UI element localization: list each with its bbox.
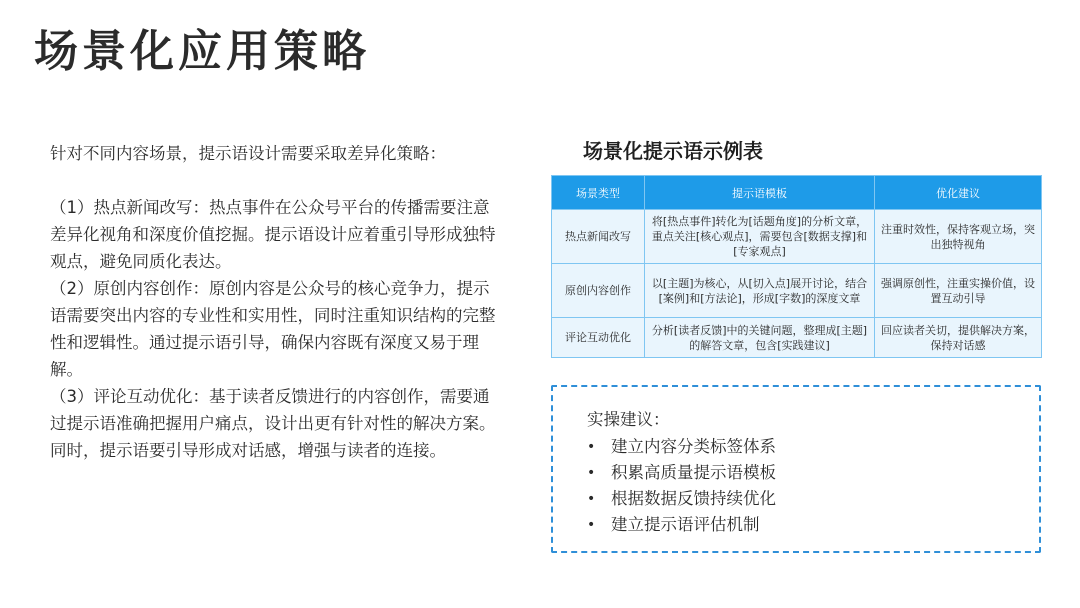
- strategy-item-comment-interaction: （3）评论互动优化：基于读者反馈进行的内容创作，需要通过提示语准确把握用户痛点，设计出更有针对性的解决方案。同时，提示语要引导形成对话感，增强与读者的连接。: [50, 387, 496, 460]
- table-cell: 原创内容创作: [552, 264, 645, 318]
- strategy-item-hot-news: （1）热点新闻改写：热点事件在公众号平台的传播需要注意差异化视角和深度价值挖掘。提示语设计应着重引导形成独特观点，避免同质化表达。: [50, 198, 496, 271]
- practical-tips-box: [551, 385, 1041, 553]
- page-title: 场景化应用策略: [34, 26, 370, 77]
- table-cell: 强调原创性，注重实操价值，设置互动引导: [875, 264, 1042, 318]
- table-cell: 热点新闻改写: [552, 210, 645, 264]
- table-cell: 注重时效性，保持客观立场，突出独特视角: [875, 210, 1042, 264]
- table-cell: 将[热点事件]转化为[话题角度]的分析文章，重点关注[核心观点]，需要包含[数据支撑]和[专家观点]: [645, 210, 875, 264]
- table-row: [552, 210, 1042, 264]
- list-item-label: 积累高质量提示语模板: [611, 463, 776, 482]
- bullet-icon: •: [587, 491, 596, 507]
- bullet-icon: •: [587, 465, 596, 481]
- table-cell: 评论互动优化: [552, 318, 645, 358]
- table-row: [552, 264, 1042, 318]
- prompt-example-table: [551, 175, 1042, 358]
- table-header-row: [552, 176, 1042, 210]
- header-prompt-template: 提示语模板: [645, 176, 875, 210]
- table-row: [552, 318, 1042, 358]
- list-item: [587, 434, 1005, 460]
- tips-list: [587, 434, 1005, 538]
- table-cell: 以[主题]为核心，从[切入点]展开讨论，结合[案例]和[方法论]，形成[字数]的深度文章: [645, 264, 875, 318]
- table-cell: 回应读者关切，提供解决方案，保持对话感: [875, 318, 1042, 358]
- tips-title: 实操建议：: [587, 410, 670, 429]
- header-scene-type: 场景类型: [552, 176, 645, 210]
- list-item-label: 建立内容分类标签体系: [611, 437, 776, 456]
- header-optimization: 优化建议: [875, 176, 1042, 210]
- strategy-description: [50, 140, 500, 464]
- list-item: [587, 460, 1005, 486]
- strategy-item-original-content: （2）原创内容创作：原创内容是公众号的核心竞争力，提示语需要突出内容的专业性和实用性，同时注重知识结构的完整性和逻辑性。通过提示语引导，确保内容既有深度又易于理解。: [50, 279, 496, 379]
- intro-paragraph: 针对不同内容场景，提示语设计需要采取差异化策略：: [50, 144, 446, 163]
- list-item: [587, 486, 1005, 512]
- list-item-label: 建立提示语评估机制: [611, 515, 760, 534]
- list-item: [587, 512, 1005, 538]
- bullet-icon: •: [587, 517, 596, 533]
- list-item-label: 根据数据反馈持续优化: [611, 489, 776, 508]
- bullet-icon: •: [587, 439, 596, 455]
- table-title: 场景化提示语示例表: [583, 139, 763, 163]
- table-cell: 分析[读者反馈]中的关键问题，整理成[主题]的解答文章，包含[实践建议]: [645, 318, 875, 358]
